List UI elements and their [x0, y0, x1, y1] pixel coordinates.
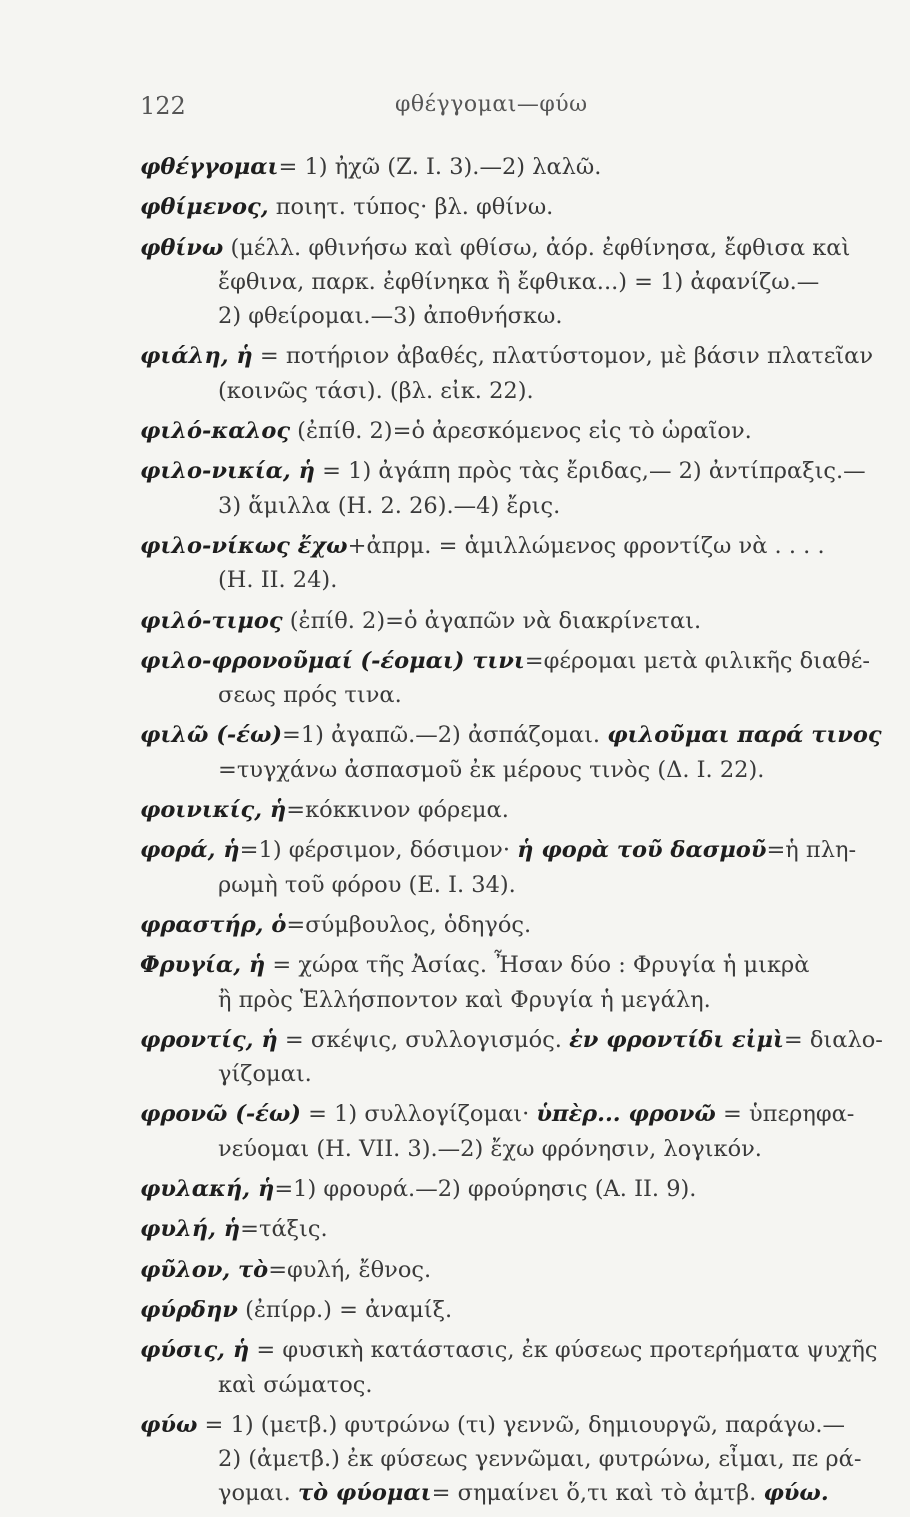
- headword: φιλῶ (-έω): [140, 722, 283, 749]
- dictionary-entry: [140, 190, 878, 224]
- dictionary-entry: [140, 1023, 883, 1092]
- entry-continuation-line: [140, 1132, 878, 1166]
- headword: φθέγγομαι: [140, 154, 279, 180]
- definition-text: γίζομαι.: [218, 1061, 312, 1088]
- headword: φιλο-νικία, ἡ: [140, 458, 315, 485]
- definition-text: 2) φθείρομαι.—3) ἀποθνήσκω.: [218, 303, 563, 330]
- definition-text: = σημαίνει ὅ,τι καὶ τὸ ἀμτβ.: [431, 1480, 764, 1507]
- entry-first-line: [140, 1408, 878, 1442]
- entry-first-line: [140, 1333, 878, 1367]
- bold-phrase: φιλοῦμαι παρά τινος: [607, 722, 882, 749]
- definition-text: (μέλλ. φθινήσω καὶ φθίσω, ἀόρ. ἐφθίνησα, ἔφθισα καὶ: [223, 234, 851, 261]
- headword: φρονῶ (-έω): [140, 1101, 301, 1128]
- entry-first-line: [140, 529, 878, 563]
- entry-first-line: [140, 1212, 878, 1246]
- dictionary-entry: [140, 529, 878, 598]
- dictionary-entry: [140, 1172, 878, 1206]
- definition-text: (ἐπίρρ.) = ἀναμίξ.: [237, 1296, 453, 1323]
- entry-first-line: [140, 833, 878, 867]
- entry-first-line: [140, 1097, 878, 1131]
- bold-phrase: ἐν φροντίδι εἰμὶ: [569, 1026, 784, 1053]
- definition-text: γομαι.: [218, 1480, 298, 1507]
- headword: φῦλον, τὸ: [140, 1256, 269, 1283]
- headword: φιάλη, ἡ: [140, 343, 253, 370]
- headword: φυλακή, ἡ: [140, 1176, 275, 1203]
- page-number: 122: [140, 92, 186, 120]
- definition-text: καὶ σώματος.: [218, 1371, 373, 1398]
- running-head: φθέγγομαι—φύω: [395, 92, 588, 117]
- definition-text: =τάξις.: [240, 1216, 328, 1243]
- entry-continuation-line: [140, 489, 878, 523]
- definition-text: +ἀπρμ. = ἁμιλλώμενος φροντίζω νὰ . . . .: [347, 532, 825, 559]
- headword: φορά, ἡ: [140, 837, 240, 864]
- entry-first-line: [140, 1172, 878, 1206]
- headword: φιλό-καλος: [140, 418, 291, 445]
- definition-text: =1) ἀγαπῶ.—2) ἀσπάζομαι.: [282, 722, 608, 749]
- headword: φύω: [140, 1411, 198, 1438]
- dictionary-entry: [140, 150, 878, 184]
- definition-text: ποιητ. τύπος· βλ. φθίνω.: [268, 194, 554, 221]
- dictionary-entry: [140, 604, 878, 638]
- entry-first-line: [140, 231, 878, 265]
- entry-first-line: [140, 908, 878, 942]
- entry-first-line: [140, 793, 878, 827]
- definition-text: =φέρομαι μετὰ φιλικῆς διαθέ-: [524, 647, 871, 674]
- headword: Φρυγία, ἡ: [140, 952, 266, 979]
- entry-first-line: [140, 339, 878, 373]
- definition-text: 3) ἅμιλλα (Η. 2. 26).—4) ἔρις.: [218, 492, 561, 519]
- entry-continuation-line: [140, 753, 878, 787]
- entry-continuation-line: [140, 1476, 878, 1510]
- dictionary-entry: [140, 339, 878, 408]
- headword: φροντίς, ἡ: [140, 1026, 278, 1053]
- headword: φύρδην: [140, 1296, 238, 1323]
- definition-text: = 1) ἀγάπη πρὸς τὰς ἔριδας,— 2) ἀντίπραξις.—: [314, 458, 866, 485]
- entry-continuation-line: [140, 374, 878, 408]
- definition-text: =φυλή, ἔθνος.: [268, 1256, 432, 1283]
- definition-text: =1) φέρσιμον, δόσιμον·: [239, 837, 518, 864]
- definition-text: ἔφθινα, παρκ. ἐφθίνηκα ἢ ἔφθικα...) = 1) ἀφανίζω.—: [218, 268, 820, 295]
- entry-continuation-line: [140, 299, 878, 333]
- bold-phrase: ὑπὲρ... φρονῶ: [536, 1101, 716, 1128]
- dictionary-entry: [140, 1097, 878, 1166]
- entry-continuation-line: [140, 678, 878, 712]
- dictionary-entry: [140, 1212, 878, 1246]
- entry-continuation-line: [140, 1442, 878, 1476]
- entry-first-line: [140, 718, 882, 752]
- headword: φραστήρ, ὁ: [140, 911, 287, 938]
- bold-phrase: τὸ φύομαι: [297, 1480, 432, 1507]
- entry-continuation-line: [140, 1057, 878, 1091]
- bold-phrase: φύω.: [763, 1480, 829, 1507]
- entry-continuation-line: [140, 983, 878, 1017]
- headword: φιλο-φρονοῦμαί (-έομαι) τινι: [140, 647, 525, 674]
- headword: φιλο-νίκως ἔχω: [140, 532, 348, 559]
- headword: φύσις, ἡ: [140, 1337, 250, 1364]
- headword: φοινικίς, ἡ: [140, 797, 287, 824]
- definition-text: = σκέψις, συλλογισμός.: [277, 1026, 570, 1053]
- definition-text: 2) (ἀμετβ.) ἐκ φύσεως γεννῶμαι, φυτρώνω, εἶμαι, πε ρά-: [218, 1446, 862, 1473]
- definition-text: = ποτήριον ἀβαθές, πλατύστομον, μὲ βάσιν πλατεῖαν: [252, 343, 874, 370]
- entry-first-line: [140, 644, 878, 678]
- headword: φυλή, ἡ: [140, 1216, 241, 1243]
- dictionary-entry: [140, 833, 878, 902]
- dictionary-entry: [140, 908, 878, 942]
- entry-continuation-line: [140, 1368, 878, 1402]
- definition-text: σεως πρός τινα.: [218, 682, 402, 709]
- definition-text: ρωμὴ τοῦ φόρου (Ε. Ι. 34).: [218, 871, 516, 898]
- dictionary-entry: [140, 1408, 878, 1511]
- entry-continuation-line: [140, 868, 878, 902]
- dictionary-entry: [140, 718, 882, 787]
- bold-phrase: ἡ φορὰ τοῦ δασμοῦ: [517, 837, 767, 864]
- entry-first-line: [140, 414, 878, 448]
- entry-first-line: [140, 1023, 883, 1057]
- dictionary-entry: [140, 644, 878, 713]
- definition-text: νεύομαι (Η. VII. 3).—2) ἔχω φρόνησιν, λογικόν.: [218, 1135, 762, 1162]
- entry-first-line: [140, 1293, 878, 1327]
- dictionary-entry: [140, 454, 878, 523]
- definition-text: = 1) (μετβ.) φυτρώνω (τι) γεννῶ, δημιουργῶ, παράγω.—: [197, 1411, 845, 1438]
- definition-text: (Η. ΙΙ. 24).: [218, 567, 338, 594]
- entry-first-line: [140, 604, 878, 638]
- definition-text: = φυσικὴ κατάστασις, ἐκ φύσεως προτερήματα ψυχῆς: [249, 1337, 878, 1364]
- definition-text: =1) φρουρά.—2) φρούρησις (Α. ΙΙ. 9).: [274, 1176, 697, 1203]
- dictionary-entry: [140, 414, 878, 448]
- dictionary-entry: [140, 1253, 878, 1287]
- definition-text: (ἐπίθ. 2)=ὁ ἀρεσκόμενος εἰς τὸ ὡραῖον.: [290, 418, 752, 445]
- entry-first-line: [140, 948, 878, 982]
- definition-text: ἢ πρὸς Ἑλλήσποντον καὶ Φρυγία ἡ μεγάλη.: [218, 986, 711, 1013]
- definition-text: = διαλο-: [783, 1026, 883, 1053]
- entry-continuation-line: [140, 563, 878, 597]
- definition-text: =σύμβουλος, ὁδηγός.: [286, 911, 532, 938]
- definition-text: = χώρα τῆς Ἀσίας. Ἦσαν δύο : Φρυγία ἡ μικρὰ: [265, 952, 810, 979]
- headword: φιλό-τιμος: [140, 607, 283, 634]
- entry-list: [140, 150, 883, 1517]
- definition-text: =κόκκινον φόρεμα.: [286, 797, 509, 824]
- definition-text: =τυγχάνω ἀσπασμοῦ ἐκ μέρους τινὸς (Δ. Ι. 22).: [218, 756, 765, 783]
- headword: φθίμενος,: [140, 194, 269, 221]
- dictionary-entry: [140, 793, 878, 827]
- entry-first-line: [140, 150, 878, 184]
- definition-text: = 1) ἠχῶ (Ζ. Ι. 3).—2) λαλῶ.: [278, 154, 602, 180]
- dictionary-entry: [140, 1293, 878, 1327]
- entry-first-line: [140, 190, 878, 224]
- entry-first-line: [140, 454, 878, 488]
- headword: φθίνω: [140, 234, 224, 261]
- entry-continuation-line: [140, 265, 878, 299]
- entry-first-line: [140, 1253, 878, 1287]
- definition-text: (ἐπίθ. 2)=ὁ ἀγαπῶν νὰ διακρίνεται.: [282, 607, 702, 634]
- dictionary-entry: [140, 948, 878, 1017]
- page-header: [140, 92, 860, 132]
- definition-text: (κοινῶς τάσι). (βλ. εἰκ. 22).: [218, 377, 534, 404]
- dictionary-entry: [140, 231, 878, 334]
- definition-text: = 1) συλλογίζομαι·: [300, 1101, 537, 1128]
- definition-text: = ὑπερηφα-: [715, 1101, 855, 1128]
- dictionary-entry: [140, 1333, 878, 1402]
- definition-text: =ἡ πλη-: [766, 837, 857, 864]
